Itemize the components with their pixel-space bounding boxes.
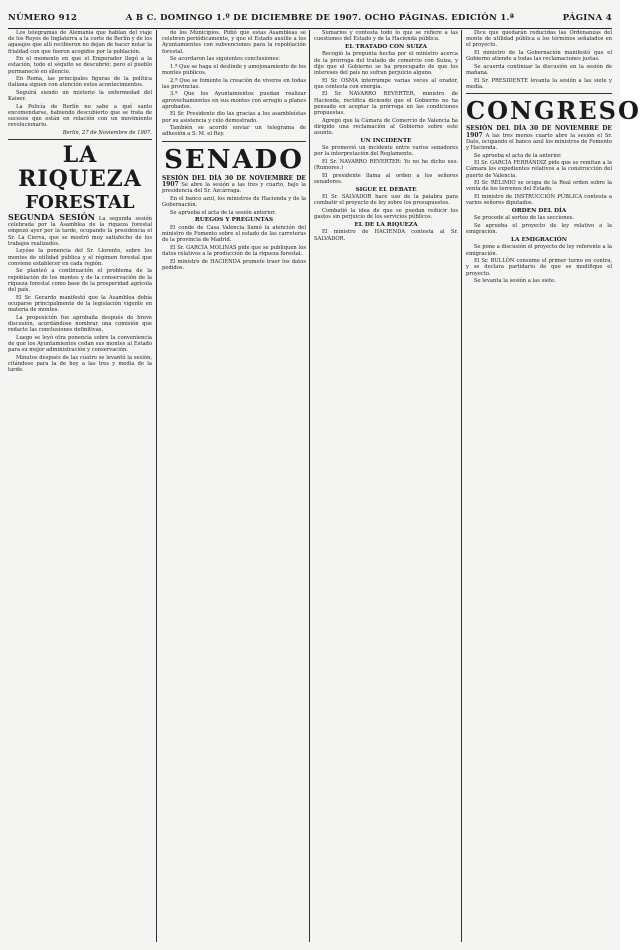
dateline: A B C. DOMINGO 1.º DE DICIEMBRE DE 1907. OCHO PÁGINAS. EDICIÓN 1.ª [125,13,515,23]
paragraph: El Sr. BULLÓN consume el primer turno en contra, y se declara partidario de que se modifique el proyecto. [466,258,612,277]
paragraph: La segunda sesión celebrada por la Asamblea de la riqueza forestal empezó ayer por la tarde, ocupando la presidencia el Sr. La Cierva, que se mostró muy satisfecho de los trabajos realizados. [8,215,152,247]
issue-number: NÚMERO 912 [8,13,78,23]
paragraph: El Sr. GARCÍA FERRÁNDIZ pide que se remitan a la Cámara los expedientes relativos a la construcción del puerto de Valencia. [466,160,612,179]
paragraph: El Sr. SALVADOR hace uso de la palabra para combatir el proyecto de ley sobre los presupuestos. [314,194,458,207]
paragraph: Leyóse la ponencia del Sr. Llorente, sobre los montes de utilidad pública y el régimen forestal que conviene establecer en cada región. [8,248,152,267]
session-lead: SESIÓN DEL DÍA 30 DE NOVIEMBRE DE 1907 [466,125,612,139]
subheading: LA EMIGRACIÓN [510,236,568,243]
page-header [8,8,612,29]
paragraph: Se abre la sesión a las tres y cuarto, bajo la presidencia del Sr. Azcárraga. [162,182,306,195]
paragraph: El Sr. NAVARRO REVERTER, ministro de Hacienda, rectifica diciendo que el Gobierno no ha pensado en aceptar la prórroga en las condiciones propuestas. [314,91,458,116]
subheading: ORDEN DEL DÍA [511,207,567,214]
column-4 [466,30,641,942]
paragraph: El Sr. GARCÍA MOLINAS pide que se publiquen los datos relativos a la producción de la riqueza forestal. [162,244,306,258]
column-divider [156,30,157,942]
paragraph: Se aprueba el acta de la sesión anterior. [170,209,276,216]
paragraph: Los telegramas de Alemania que hablan del viaje de los Reyes de Inglaterra a la corte de Berlín y de los agasajos que allí recibieron no dejan de hacer notar la frialdad con que fueron acogidos por la población. [8,30,152,55]
paragraph: Recogió la pregunta hecha por el ministro acerca de la prórroga del tratado de comercio con Suiza, y dijo que el Gobierno se ha preocupado de que los intereses del país no sufran perjuicio alguno. [314,51,458,76]
paragraph: 1.ª Que se haga el deslinde y amojonamiento de los montes públicos. [162,63,306,76]
paragraph: Combatió la idea de que se puedan reducir los gastos sin perjuicio de los servicios públicos. [314,207,458,221]
paragraph: Luego se leyó otra ponencia sobre la conveniencia de que los Ayuntamientos cedan sus montes al Estado para su mejor administración y conservación. [8,334,152,353]
subheading: RUEGOS Y PREGUNTAS [194,217,274,224]
paragraph: Minutos después de las cuatro se levantó la sesión, citándose para la de hoy a las tres y media de la tarde. [8,354,152,373]
paragraph: Dice que quedarán reducidas las Ordenanzas del monte de utilidad pública a los términos señalados en el proyecto. [466,30,612,49]
paragraph: Se procede al sorteo de las secciones. [474,215,574,222]
paragraph: 2.ª Que se fomente la creación de viveros en todas las provincias. [162,77,306,90]
paragraph: El ministro de la Gobernación manifestó que el Gobierno atiende a todas las reclamaciones justas. [466,50,612,63]
section-title-congreso: CONGRESO [466,96,641,125]
paragraph: 3.ª Que los Ayuntamientos puedan realizar aprovechamientos en sus montes con arreglo a planes aprobados. [162,91,306,110]
divider [8,139,152,140]
divider [162,141,306,142]
paragraph: El Sr. PRESIDENTE levanta la sesión a las siete y media. [466,77,612,90]
paragraph: La proposición fue aprobada después de breve discusión, acordándose nombrar una comisión que redacte las conclusiones definitivas. [8,314,152,333]
paragraph: Agregó que la Cámara de Comercio de Valencia ha dirigido una reclamación al Gobierno sobre este asunto. [314,117,458,136]
paragraph: Se acuerda continuar la discusión en la sesión de mañana. [466,63,612,76]
paragraph: En el banco azul, los ministros de Hacienda y de la Gobernación. [162,195,306,209]
paragraph: Se pone a discusión el proyecto de ley referente a la emigración. [466,244,612,257]
subheading: EL DE LA RIQUEZA [354,221,418,228]
paragraph: El Sr. Presidente dio las gracias a los asambleístas por su asistencia y celo demostrado. [162,111,306,124]
column-divider [309,30,310,942]
paragraph: El presidente llama al orden a los señores senadores. [314,172,458,185]
section-lead: SEGUNDA SESIÓN [8,211,95,222]
session-lead: SESIÓN DEL DÍA 30 DE NOVIEMBRE DE 1907 [162,174,306,189]
paragraph: En Roma, las principales figuras de la política italiana siguen con atención estos acontecimientos. [8,76,152,89]
paragraph: El ministro de HACIENDA contesta al Sr. SALVADOR. [314,229,458,242]
paragraph: El Sr. RELIMIO se ocupa de la Real orden sobre la venta de los terrenos del Estado. [466,180,612,193]
article-title-line2: FORESTAL [25,191,135,213]
paragraph: Se aprueba el proyecto de ley relativo a la emigración. [466,222,612,236]
paragraph: También se acordó enviar un telegrama de adhesión a S. M. el Rey. [162,125,306,138]
section-title-senado: SENADO [164,144,304,175]
article-title: LA RIQUEZA [18,142,142,193]
subheading: UN INCIDENTE [360,137,412,144]
paragraph: Se promovió un incidente entre varios senadores por la interpretación del Reglamento. [314,145,458,158]
subheading: EL TRATADO CON SUIZA [344,43,428,50]
page-number: PÁGINA 4 [562,13,612,23]
paragraph: Seguirá siendo un misterio la enfermedad del Kaiser. [8,90,152,103]
paragraph: Sumarios y contesta todo lo que se refiere a las cuestiones del Estado y de la Hacienda pública. [314,30,458,43]
paragraph: El conde de Casa Valencia llamó la atención del ministro de Fomento sobre el estado de las carreteras de la provincia de Madrid. [162,224,306,244]
paragraph: de los Municipios. Pidió que estas Asambleas se celebren periódicamente, y que el Estado auxilie a los Ayuntamientos con subvenciones para la repoblación forestal. [162,30,306,55]
paragraph: En el momento en que el Emperador llegó a la estación, todo el séquito se descubrió; pero el pueblo permaneció en silencio. [8,56,152,75]
column-2 [162,30,306,942]
column-divider [461,30,462,942]
paragraph: El Sr. NAVARRO REVERTER: Yo no he dicho eso. (Rumores.) [314,158,458,172]
column-1 [8,30,152,942]
paragraph: Se levanta la sesión a las siete. [474,278,556,285]
paragraph: A las tres menos cuarto abre la sesión el Sr. Dato, ocupando el banco azul los ministros de Fomento y Hacienda. [466,132,613,151]
divider [466,93,612,94]
paragraph: El Sr. Gerardo manifestó que la Asamblea debía ocuparse principalmente de la legislación vigente en materia de montes. [8,294,152,313]
paragraph: Se aprueba el acta de la anterior. [474,152,562,159]
paragraph: El ministro de INSTRUCCIÓN PÚBLICA contesta a varios señores diputados. [466,193,612,207]
paragraph: Se planteó a continuación el problema de la repoblación de los montes y de la conservación de la riqueza forestal como base de la prosperidad agrícola del país. [8,268,152,293]
dateline-signature: Berlín, 27 de Noviembre de 1907. [62,130,152,136]
paragraph: El ministro de HACIENDA promete traer los datos pedidos. [162,258,306,271]
paragraph: El Sr. OSMA interrumpe varias veces al orador, que contesta con energía. [314,77,458,90]
subheading: SIGUE EL DEBATE [355,186,417,193]
paragraph: La Policía de Berlín no sabe a qué santo encomendarse, habiendo descubierto que se trata de sucesos que están en relación con un movimiento revolucionario. [8,103,152,129]
paragraph: Se acordaron las siguientes conclusiones: [170,56,281,63]
column-3 [314,30,458,942]
